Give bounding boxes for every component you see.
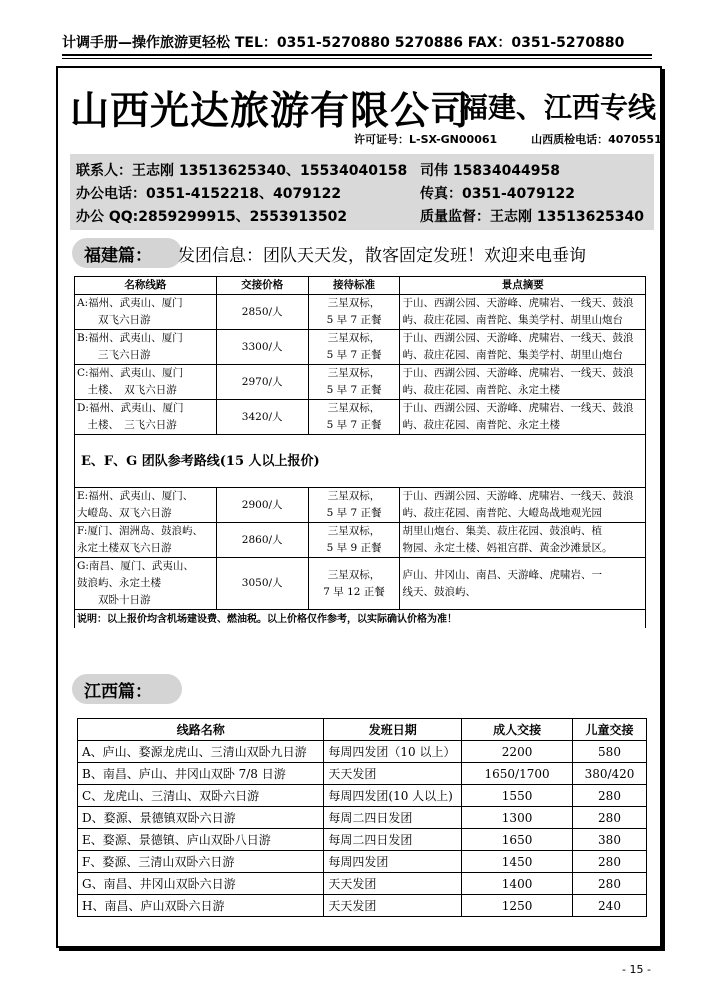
- child-price-cell: 280: [573, 851, 647, 873]
- date-cell: 每周二四日发团: [324, 807, 462, 829]
- adult-price-cell: 1650: [462, 829, 573, 851]
- attractions-cell: 于山、西湖公园、天游峰、虎啸岩、一线天、鼓浪 屿、菽庄花园、南普陀、永定土楼: [400, 400, 646, 435]
- license-line: [354, 131, 662, 147]
- header-rule-thin: [62, 58, 652, 59]
- adult-price-cell: 1300: [462, 807, 573, 829]
- price-cell: 2860/人: [216, 523, 308, 558]
- standard-cell: 三星双标， 5 早 7 正餐: [308, 400, 400, 435]
- price-cell: 2850/人: [216, 295, 308, 330]
- route-cell: B:福州、武夷山、厦门 三飞六日游: [75, 330, 217, 365]
- date-cell: 每周二四日发团: [324, 829, 462, 851]
- remark-row: [75, 610, 646, 629]
- column-header: 景点摘要: [400, 277, 646, 295]
- price-cell: 2970/人: [216, 365, 308, 400]
- column-header: 线路名称: [78, 719, 324, 741]
- price-cell: 2900/人: [216, 488, 308, 523]
- table-row: [78, 741, 647, 763]
- column-header: 成人交接: [462, 719, 573, 741]
- attractions-cell: 于山、西湖公园、天游峰、虎啸岩、一线天、鼓浪 屿、菽庄花园、南普陀、大嶝岛战地观光园: [400, 488, 646, 523]
- office-tel: 办公电话：0351-4152218、4079122: [76, 186, 342, 202]
- table-row: [75, 330, 646, 365]
- date-cell: 天天发团: [324, 763, 462, 785]
- table-row: [75, 400, 646, 435]
- office-qq: 办公 QQ:2859299915、2553913502: [76, 209, 348, 225]
- group-title-row: [75, 435, 646, 488]
- route-cell: F、婺源、三清山双卧六日游: [78, 851, 324, 873]
- date-cell: 每周四发团(10 人以上): [324, 785, 462, 807]
- group-route-title: E、F、G 团队参考路线(15 人以上报价): [75, 435, 646, 488]
- child-price-cell: 280: [573, 873, 647, 895]
- table-row: [78, 829, 647, 851]
- date-cell: 天天发团: [324, 873, 462, 895]
- standard-cell: 三星双标， 5 早 7 正餐: [308, 295, 400, 330]
- page-number: - 15 -: [622, 963, 651, 976]
- column-header: 接待标准: [308, 277, 400, 295]
- jiangxi-section-title: 江西篇：: [72, 674, 182, 704]
- route-cell: F:厦门、湄洲岛、鼓浪屿、 永定土楼双飞六日游: [75, 523, 217, 558]
- table-row: [75, 295, 646, 330]
- date-cell: 天天发团: [324, 895, 462, 917]
- contact-box: [70, 154, 654, 230]
- adult-price-cell: 2200: [462, 741, 573, 763]
- table-header-row: [78, 719, 647, 741]
- adult-price-cell: 1250: [462, 895, 573, 917]
- adult-price-cell: 1550: [462, 785, 573, 807]
- fujian-note: 发团信息：团队天天发，散客固定发班！欢迎来电垂询: [178, 246, 586, 266]
- table-row: [75, 365, 646, 400]
- route-cell: C、龙虎山、三清山、双卧六日游: [78, 785, 324, 807]
- header-rule: [62, 54, 652, 56]
- adult-price-cell: 1650/1700: [462, 763, 573, 785]
- quality-tel: 山西质检电话：4070551: [531, 133, 662, 146]
- license-number: 许可证号：L-SX-GN00061: [354, 133, 498, 146]
- adult-price-cell: 1450: [462, 851, 573, 873]
- route-cell: H、南昌、庐山双卧六日游: [78, 895, 324, 917]
- standard-cell: 三星双标， 7 早 12 正餐: [308, 558, 400, 610]
- column-header: 交接价格: [216, 277, 308, 295]
- table-row: [75, 523, 646, 558]
- table-row: [78, 807, 647, 829]
- fujian-table: [74, 276, 646, 628]
- route-subtitle: 福建、江西专线: [460, 91, 657, 124]
- column-header: 儿童交接: [573, 719, 647, 741]
- table-row: [78, 873, 647, 895]
- attractions-cell: 庐山、井冈山、南昌、天游峰、虎啸岩、一 线天、鼓浪屿、: [400, 558, 646, 610]
- page-header: 计调手册—操作旅游更轻松 TEL：0351-5270880 5270886 FAX：0351-5270880: [62, 35, 625, 51]
- table-header-row: [75, 277, 646, 295]
- fujian-section-title: 福建篇：: [72, 238, 182, 268]
- table-row: [78, 785, 647, 807]
- contact-person: 联系人：王志刚 13513625340、15534040158: [76, 163, 408, 179]
- route-cell: E、婺源、景德镇、庐山双卧八日游: [78, 829, 324, 851]
- standard-cell: 三星双标， 5 早 7 正餐: [308, 330, 400, 365]
- child-price-cell: 380/420: [573, 763, 647, 785]
- date-cell: 每周四发团（10 以上）: [324, 741, 462, 763]
- route-cell: D:福州、武夷山、厦门 土楼、 三飞六日游: [75, 400, 217, 435]
- table-row: [78, 895, 647, 917]
- attractions-cell: 于山、西湖公园、天游峰、虎啸岩、一线天、鼓浪 屿、菽庄花园、南普陀、永定土楼: [400, 365, 646, 400]
- fax-number: 传真：0351-4079122: [420, 186, 575, 202]
- table-row: [75, 488, 646, 523]
- column-header: 名称线路: [75, 277, 217, 295]
- standard-cell: 三星双标， 5 早 7 正餐: [308, 488, 400, 523]
- route-cell: A:福州、武夷山、厦门 双飞六日游: [75, 295, 217, 330]
- route-cell: B、南昌、庐山、井冈山双卧 7/8 日游: [78, 763, 324, 785]
- attractions-cell: 于山、西湖公园、天游峰、虎啸岩、一线天、鼓浪 屿、菽庄花园、南普陀、集美学村、胡里山炮台: [400, 330, 646, 365]
- route-cell: E:福州、武夷山、厦门、 大嶝岛、双飞六日游: [75, 488, 217, 523]
- standard-cell: 三星双标， 5 早 7 正餐: [308, 365, 400, 400]
- table-row: [75, 558, 646, 610]
- route-cell: A、庐山、婺源龙虎山、三清山双卧九日游: [78, 741, 324, 763]
- route-cell: C:福州、武夷山、厦门 土楼、 双飞六日游: [75, 365, 217, 400]
- price-remark: 说明：以上报价均含机场建设费、燃油税。以上价格仅作参考，以实际确认价格为准！: [75, 610, 646, 629]
- attractions-cell: 胡里山炮台、集美、菽庄花园、鼓浪屿、植 物园、永定土楼、妈祖宫群、黄金沙滩景区。: [400, 523, 646, 558]
- column-header: 发班日期: [324, 719, 462, 741]
- child-price-cell: 380: [573, 829, 647, 851]
- standard-cell: 三星双标， 5 早 9 正餐: [308, 523, 400, 558]
- adult-price-cell: 1400: [462, 873, 573, 895]
- table-row: [78, 763, 647, 785]
- table-row: [78, 851, 647, 873]
- price-cell: 3300/人: [216, 330, 308, 365]
- attractions-cell: 于山、西湖公园、天游峰、虎啸岩、一线天、鼓浪 屿、菽庄花园、南普陀、集美学村、胡里山炮台: [400, 295, 646, 330]
- route-cell: G、南昌、井冈山双卧六日游: [78, 873, 324, 895]
- price-cell: 3050/人: [216, 558, 308, 610]
- quality-supervisor: 质量监督：王志刚 13513625340: [420, 209, 645, 225]
- driver-contact: 司伟 15834044958: [420, 163, 561, 179]
- date-cell: 每周四发团: [324, 851, 462, 873]
- child-price-cell: 280: [573, 785, 647, 807]
- child-price-cell: 280: [573, 807, 647, 829]
- jiangxi-table: [77, 718, 647, 917]
- child-price-cell: 240: [573, 895, 647, 917]
- price-cell: 3420/人: [216, 400, 308, 435]
- company-name: 山西光达旅游有限公司: [70, 89, 471, 134]
- route-cell: D、婺源、景德镇双卧六日游: [78, 807, 324, 829]
- child-price-cell: 580: [573, 741, 647, 763]
- route-cell: G:南昌、厦门、武夷山、 鼓浪屿、永定土楼 双卧十日游: [75, 558, 217, 610]
